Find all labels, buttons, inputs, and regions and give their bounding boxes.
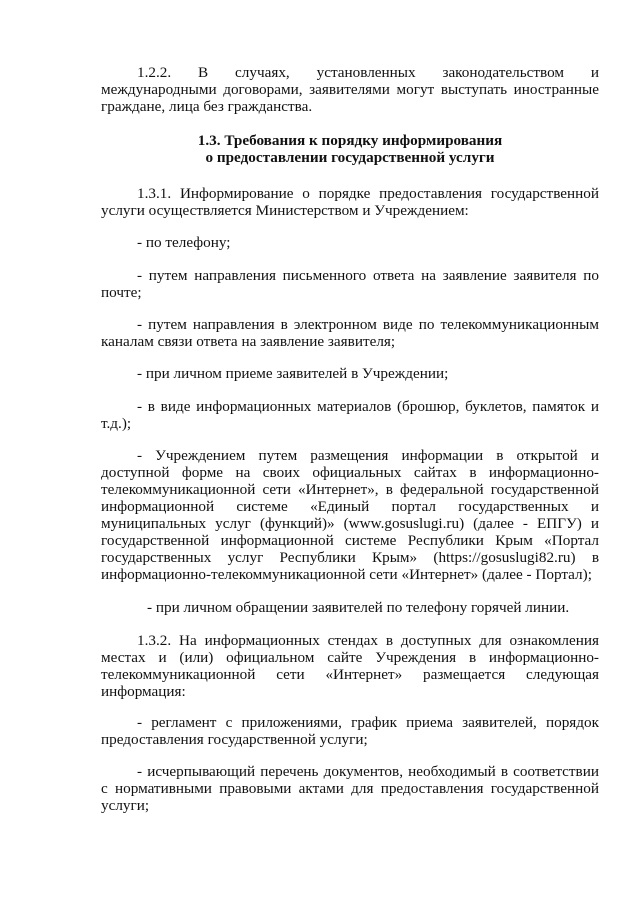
list-item-phone: - по телефону;	[137, 234, 231, 251]
list-item-mail: - путем направления письменного ответа на заявление заявителя по почте;	[101, 267, 599, 301]
paragraph-1-2-2: 1.2.2. В случаях, установленных законодательством и международными договорами, заявителями могут выступать иностранные граждане, лица без гражданства.	[101, 64, 599, 115]
paragraph-1-3-1: 1.3.1. Информирование о порядке предоставления государственной услуги осуществляется Министерством и Учреждением:	[101, 185, 599, 219]
list-item-personal-reception: - при личном приеме заявителей в Учреждении;	[137, 365, 449, 382]
list-item-websites: - Учреждением путем размещения информации в открытой и доступной форме на своих официальных сайтах в информационно-телекоммуникационной сети «Интернет», в федеральной государственной информационной системе «Единый портал государственных и муниципальных услуг (функций)» (www.gosuslugi.ru) (далее - ЕПГУ) и государственной информационной системе Республики Крым «Портал государственных услуг Республики Крым» (https://gosuslugi82.ru) в информационно-телекоммуникационной сети «Интернет» (далее - Портал);	[101, 447, 599, 583]
section-heading-line-2: о предоставлении государственной услуги	[205, 149, 495, 166]
list-item-electronic: - путем направления в электронном виде по телекоммуникационным каналам связи ответа на заявление заявителя;	[101, 316, 599, 350]
list-item-documents: - исчерпывающий перечень документов, необходимый в соответствии с нормативными правовыми актами для предоставления государственной услуги;	[101, 763, 599, 814]
list-item-materials: - в виде информационных материалов (брошюр, буклетов, памяток и т.д.);	[101, 398, 599, 432]
section-heading-line-1: 1.3. Требования к порядку информирования	[197, 132, 503, 149]
list-item-hotline: - при личном обращении заявителей по телефону горячей линии.	[147, 599, 570, 616]
list-item-regulation: - регламент с приложениями, график приема заявителей, порядок предоставления государственной услуги;	[101, 714, 599, 748]
paragraph-1-3-2: 1.3.2. На информационных стендах в доступных для ознакомления местах и (или) официальном сайте Учреждения в информационно-телекоммуникационной сети «Интернет» размещается следующая информация:	[101, 632, 599, 700]
